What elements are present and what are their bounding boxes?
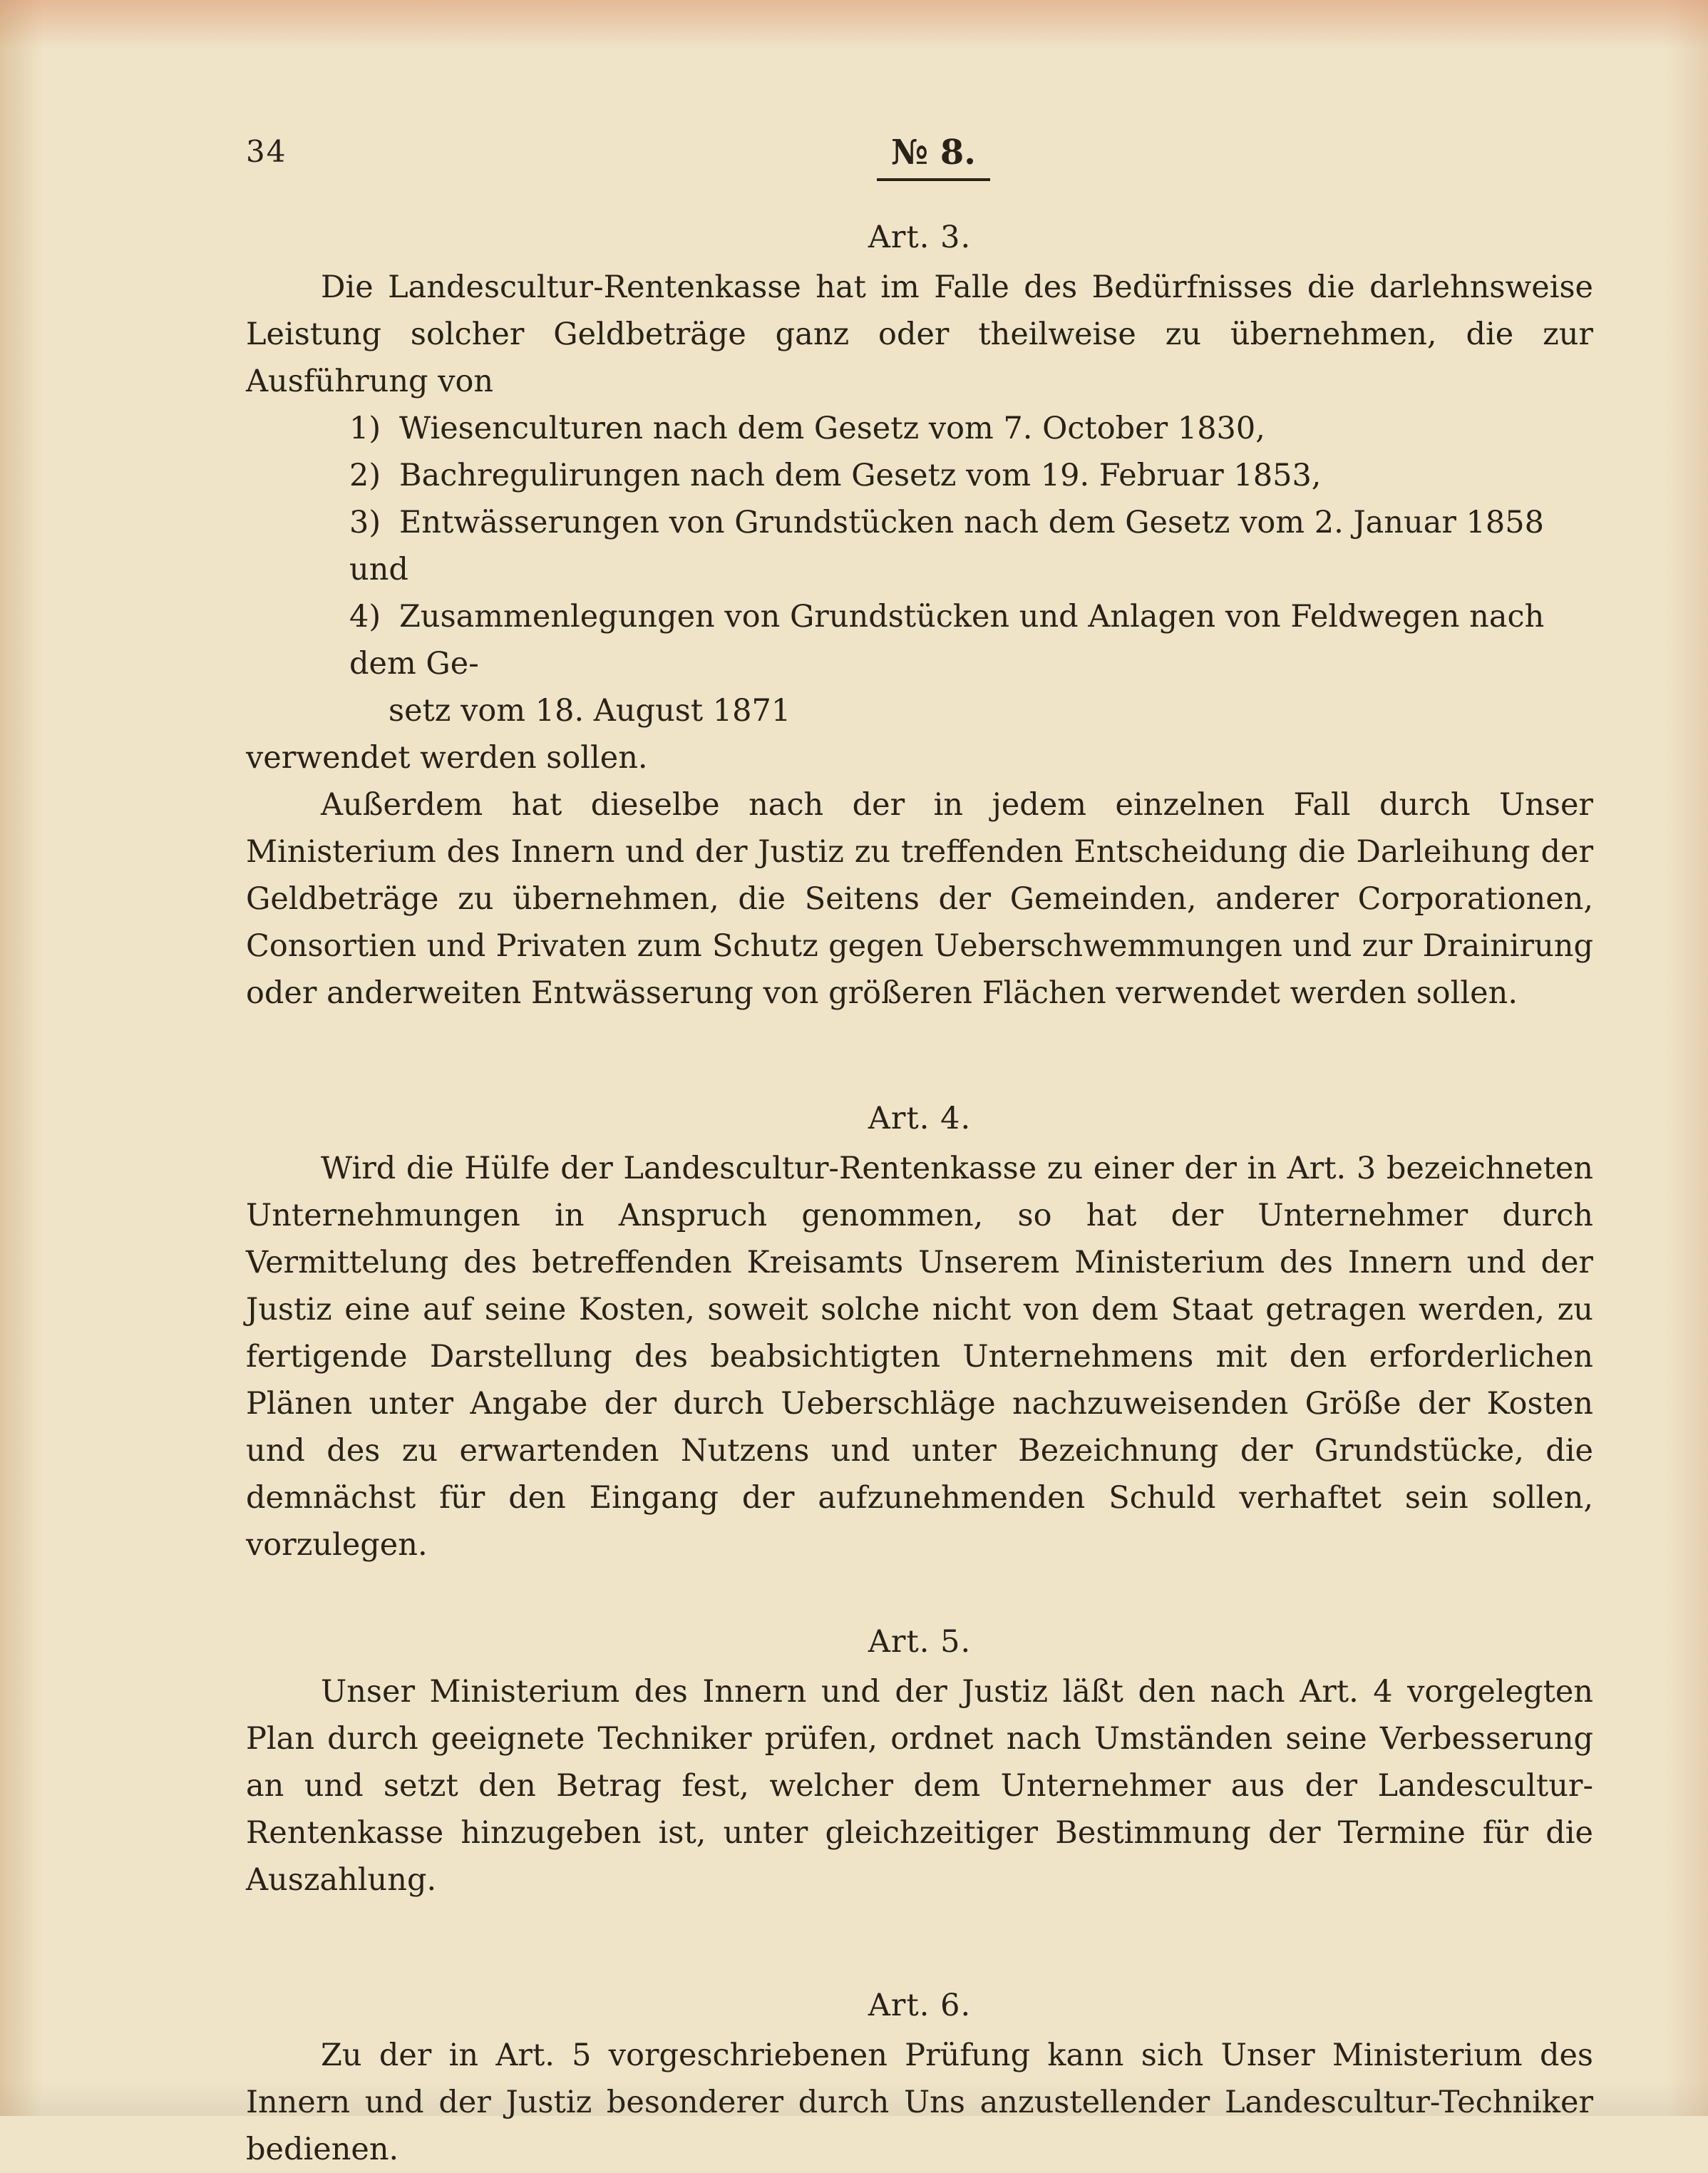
list-item xyxy=(246,405,1593,452)
article-3-paragraph-2: Außerdem hat dieselbe nach der in jedem einzelnen Fall durch Unser Ministerium des Innern und der Justiz zu treffenden Entscheidung die Darleihung der Geldbeträge zu übernehmen, die Seitens der Gemeinden, anderer Corporationen, Consortien und Privaten zum Schutz gegen Ueberschwemmungen und zur Drainirung oder anderweiten Entwässerung von größeren Flächen verwendet werden sollen. xyxy=(246,787,1593,1011)
article-5-heading: Art. 5. xyxy=(868,1624,972,1660)
document-body xyxy=(246,214,1593,2173)
article-3-heading: Art. 3. xyxy=(868,220,972,255)
article-6-heading: Art. 6. xyxy=(868,1988,972,2023)
list-item xyxy=(246,499,1593,593)
issue-number: № 8. xyxy=(877,133,990,181)
list-item-number: 4) xyxy=(349,599,381,635)
list-item-text: Bachregulirungen nach dem Gesetz vom 19. Februar 1853, xyxy=(399,458,1322,493)
article-5-paragraph: Unser Ministerium des Innern und der Justiz läßt den nach Art. 4 vorgelegten Plan durch geeignete Techniker prüfen, ordnet nach Umständen seine Verbesserung an und setzt den Betrag fest, welcher dem Unternehmer aus der Landescultur-Rentenkasse hinzugeben ist, unter gleichzeitiger Bestimmung der Termine für die Auszahlung. xyxy=(246,1674,1593,1898)
page-number: 34 xyxy=(246,134,287,169)
list-item-text: Wiesenculturen nach dem Gesetz vom 7. October 1830, xyxy=(399,411,1265,446)
article-3-intro: Die Landescultur-Rentenkasse hat im Falle des Bedürfnisses die darlehnsweise Leistung solcher Geldbeträge ganz oder theilweise zu übernehmen, die zur Ausführung von xyxy=(246,269,1593,399)
article-3 xyxy=(246,214,1593,1017)
article-3-list xyxy=(246,405,1593,734)
list-item xyxy=(246,593,1593,687)
list-item-text: Entwässerungen von Grundstücken nach dem Gesetz vom 2. Januar 1858 und xyxy=(349,505,1544,587)
article-3-after-list: verwendet werden sollen. xyxy=(246,740,648,776)
article-5 xyxy=(246,1618,1593,1904)
list-item xyxy=(246,452,1593,499)
article-6 xyxy=(246,1982,1593,2173)
article-4 xyxy=(246,1095,1593,1568)
article-6-paragraph: Zu der in Art. 5 vorgeschriebenen Prüfung kann sich Unser Ministerium des Innern und der Justiz besonderer durch Uns anzustellender Landescultur-Techniker bedienen. xyxy=(246,2038,1593,2167)
list-item-text: Zusammenlegungen von Grundstücken und Anlagen von Feldwegen nach dem Ge- xyxy=(349,599,1545,682)
list-item-continuation: setz vom 18. August 1871 xyxy=(389,693,791,729)
article-4-paragraph: Wird die Hülfe der Landescultur-Rentenkasse zu einer der in Art. 3 bezeichneten Unternehmungen in Anspruch genommen, so hat der Unternehmer durch Vermittelung des betreffenden Kreisamts Unserem Ministerium des Innern und der Justiz eine auf seine Kosten, soweit solche nicht von dem Staat getragen werden, zu fertigende Darstellung des beabsichtigten Unternehmens mit den erforderlichen Plänen unter Angabe der durch Ueberschläge nachzuweisenden Größe der Kosten und des zu erwartenden Nutzens und unter Bezeichnung der Grundstücke, die demnächst für den Eingang der aufzunehmenden Schuld verhaftet sein sollen, vorzulegen. xyxy=(246,1151,1593,1563)
list-item-number: 3) xyxy=(349,505,381,540)
article-4-heading: Art. 4. xyxy=(868,1101,972,1136)
list-item-number: 1) xyxy=(349,411,381,446)
list-item-number: 2) xyxy=(349,458,381,493)
